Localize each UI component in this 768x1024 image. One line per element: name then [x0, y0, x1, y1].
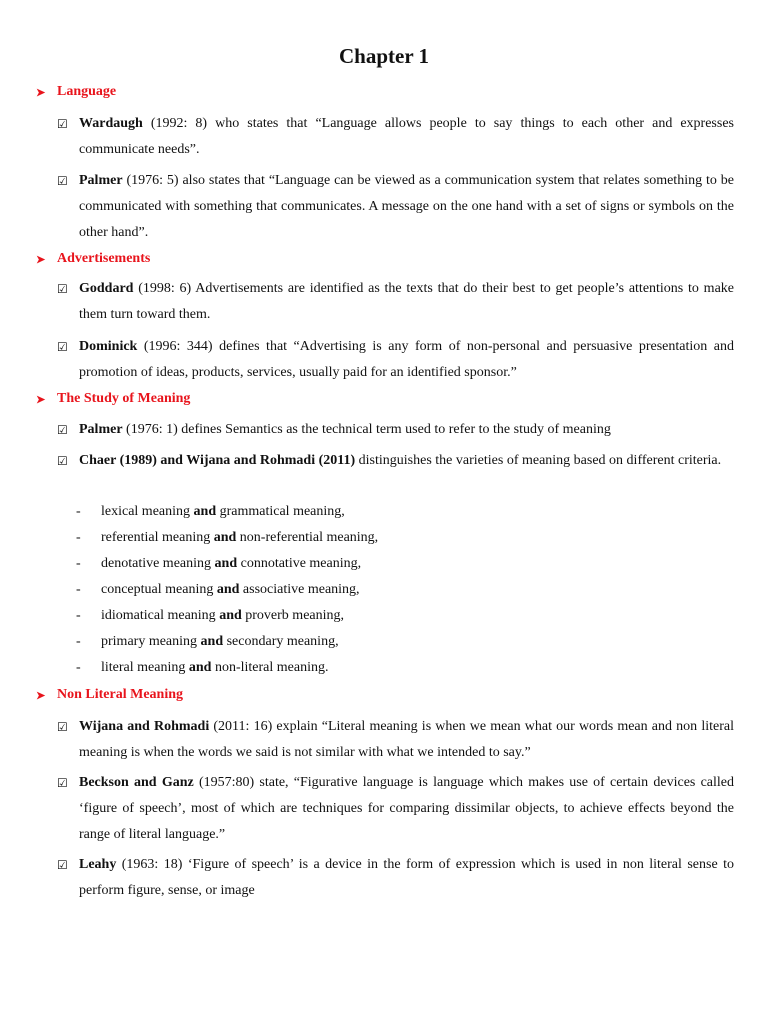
list-item	[76, 551, 736, 577]
checkbox-bullet-icon: ☑	[57, 858, 68, 872]
section-heading-label: Advertisements	[57, 251, 151, 266]
arrow-bullet-icon: ➤	[36, 253, 46, 266]
section-heading-advertisements	[36, 249, 150, 269]
entry-chaer-wijana	[57, 448, 734, 474]
checkbox-bullet-icon: ☑	[57, 282, 68, 296]
list-item-and: and	[213, 530, 237, 545]
section-heading-label: Non Literal Meaning	[57, 687, 183, 702]
checkbox-bullet-icon: ☑	[57, 776, 68, 790]
dash-bullet: -	[76, 608, 81, 623]
list-item-text: associative meaning,	[239, 582, 360, 597]
entry-text: (1998: 6) Advertisements are identified as the texts that do their best to get people’s attentions to make them turn toward them.	[79, 281, 734, 322]
list-item	[76, 629, 736, 655]
list-item	[76, 603, 736, 629]
list-item-text: secondary meaning,	[223, 634, 339, 649]
list-item-and: and	[188, 660, 212, 675]
entry-author: Wardaugh	[79, 116, 143, 131]
chapter-title: Chapter 1	[338, 44, 430, 68]
arrow-bullet-icon: ➤	[36, 689, 46, 702]
entry-wijana-rohmadi	[57, 714, 734, 766]
checkbox-bullet-icon: ☑	[57, 423, 68, 437]
list-item	[76, 577, 736, 603]
list-item	[76, 655, 736, 681]
checkbox-bullet-icon: ☑	[57, 340, 68, 354]
entry-wardaugh	[57, 111, 734, 163]
entry-palmer-1976-1	[57, 417, 734, 443]
arrow-bullet-icon: ➤	[36, 393, 46, 406]
entry-beckson-ganz	[57, 770, 734, 848]
list-item-and: and	[214, 556, 238, 571]
dash-bullet: -	[76, 530, 81, 545]
entry-goddard	[57, 276, 734, 328]
list-item-text: proverb meaning,	[241, 608, 345, 623]
section-heading-language	[36, 82, 116, 102]
list-item-text: literal meaning	[101, 660, 189, 675]
entry-leahy	[57, 852, 734, 904]
entry-text: (1976: 1) defines Semantics as the technical term used to refer to the study of meaning	[122, 422, 611, 437]
arrow-bullet-icon: ➤	[36, 86, 46, 99]
checkbox-bullet-icon: ☑	[57, 174, 68, 188]
entry-text: (2011: 16) explain “Literal meaning is when we mean what our words mean and non literal meaning is when the words we said is not similar with what we intended to say.”	[79, 719, 734, 760]
dash-bullet: -	[76, 660, 81, 675]
list-item-text: grammatical meaning,	[216, 504, 345, 519]
checkbox-bullet-icon: ☑	[57, 720, 68, 734]
entry-author: Leahy	[79, 857, 117, 872]
section-heading-non-literal-meaning	[36, 685, 183, 705]
checkbox-bullet-icon: ☑	[57, 117, 68, 131]
dash-bullet: -	[76, 504, 81, 519]
list-item-and: and	[219, 608, 242, 623]
entry-author: Palmer	[79, 422, 123, 437]
section-heading-study-of-meaning	[36, 389, 190, 409]
entry-dominick	[57, 334, 734, 386]
entry-author: Palmer	[79, 173, 123, 188]
list-item-and: and	[193, 504, 217, 519]
list-item-text: non-literal meaning.	[211, 660, 329, 675]
entry-author: Beckson and Ganz	[79, 775, 194, 790]
entry-text: (1992: 8) who states that “Language allows people to say things to each other and expresses communicate needs”.	[79, 116, 734, 157]
list-item-text: idiomatical meaning	[101, 608, 220, 623]
entry-text: distinguishes the varieties of meaning based on different criteria.	[355, 453, 722, 468]
entry-text: (1957:80) state, “Figurative language is language which makes use of certain devices called ‘figure of speech’, most of which are techniques for comparing dissimilar objects, to achieve effects beyond the range of literal language.”	[79, 775, 734, 842]
entry-text: (1963: 18) ‘Figure of speech’ is a device in the form of expression which is used in non literal sense to perform figure, sense, or image	[79, 857, 734, 898]
section-heading-label: Language	[57, 84, 117, 99]
section-heading-label: The Study of Meaning	[57, 391, 191, 406]
dash-bullet: -	[76, 556, 81, 571]
list-item-text: connotative meaning,	[237, 556, 362, 571]
list-item-text: conceptual meaning	[101, 582, 217, 597]
list-item-and: and	[216, 582, 240, 597]
dash-bullet: -	[76, 582, 81, 597]
entry-palmer-1976-5	[57, 168, 734, 246]
entry-author: Chaer (1989) and Wijana and Rohmadi (2011)	[79, 453, 356, 468]
list-item-text: non-referential meaning,	[236, 530, 379, 545]
list-item-text: primary meaning	[101, 634, 201, 649]
list-item-text: denotative meaning	[101, 556, 215, 571]
entry-author: Wijana and Rohmadi	[79, 719, 210, 734]
list-item	[76, 525, 736, 551]
checkbox-bullet-icon: ☑	[57, 454, 68, 468]
list-item-and: and	[200, 634, 224, 649]
entry-author: Goddard	[79, 281, 134, 296]
list-item	[76, 499, 736, 525]
list-item-text: referential meaning	[101, 530, 214, 545]
dash-bullet: -	[76, 634, 81, 649]
list-item-text: lexical meaning	[101, 504, 194, 519]
entry-text: (1996: 344) defines that “Advertising is any form of non-personal and persuasive presentation and promotion of ideas, products, services, usually paid for an identified sponsor.”	[79, 339, 734, 380]
entry-text: (1976: 5) also states that “Language can be viewed as a communication system that relates something to be communicated with something that communicates. A message on the one hand with a set of signs or symbols on the other hand”.	[79, 173, 734, 240]
entry-author: Dominick	[79, 339, 138, 354]
